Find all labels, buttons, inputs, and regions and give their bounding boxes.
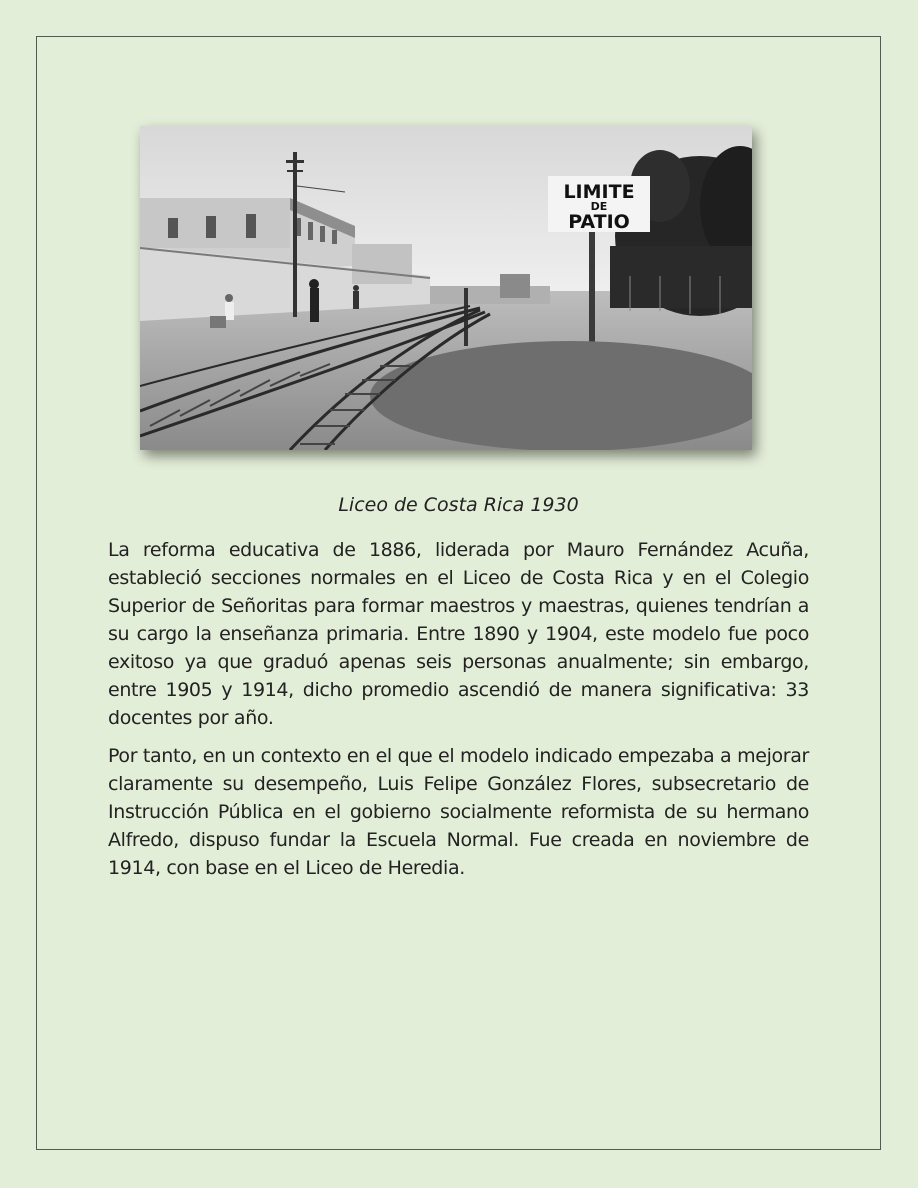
photo-caption: Liceo de Costa Rica 1930: [338, 494, 579, 516]
body-text: [108, 536, 809, 892]
sign-line-1: LIMITE: [563, 181, 635, 203]
sign-line-3: PATIO: [568, 211, 630, 233]
sign-line-2: DE: [590, 200, 608, 213]
photo-illustration: [140, 126, 752, 450]
historical-photo: [140, 126, 752, 450]
distant-buildings: [430, 286, 550, 304]
paragraph: Por tanto, en un contexto en el que el modelo indicado empezaba a mejorar claramente su desempeño, Luis Felipe González Flores, subsecretario de Instrucción Pública en el gobierno socialmente reformista de su hermano Alfredo, dispuso fundar la Escuela Normal. Fue creada en noviembre de 1914, con base en el Liceo de Heredia.: [108, 745, 809, 879]
paragraph: La reforma educativa de 1886, liderada por Mauro Fernández Acuña, estableció secciones normales en el Liceo de Costa Rica y en el Colegio Superior de Señoritas para formar maestros y maestras, quienes tendrían a su cargo la enseñanza primaria. Entre 1890 y 1904, este modelo fue poco exitoso ya que graduó apenas seis personas anualmente; sin embargo, entre 1905 y 1914, dicho promedio ascendió de manera significativa: 33 docentes por año.: [108, 539, 809, 729]
